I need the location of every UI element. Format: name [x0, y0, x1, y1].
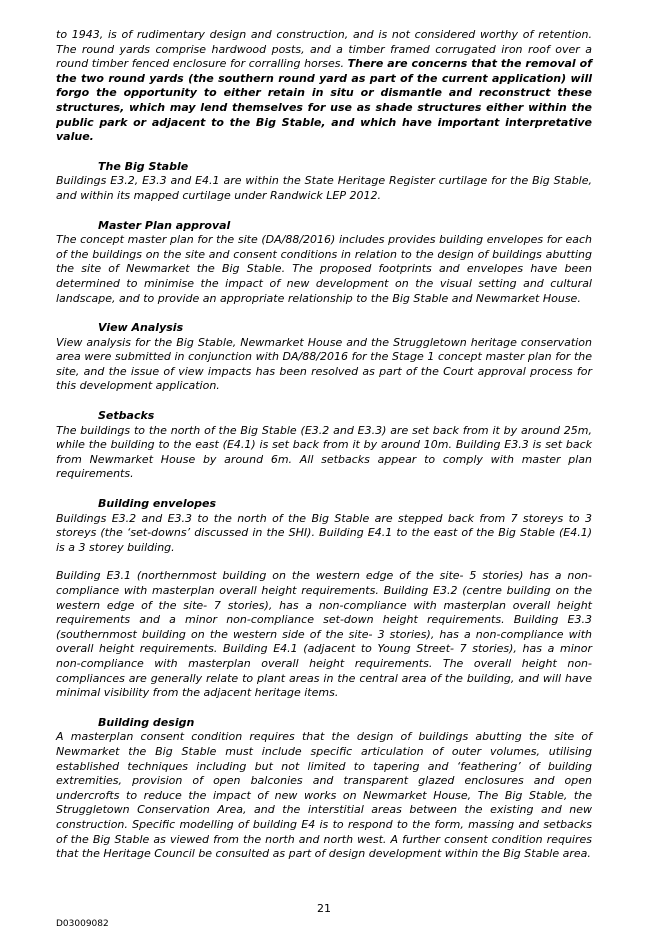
document-id: D03009082 — [56, 919, 109, 929]
heading-big-stable: The Big Stable — [98, 159, 189, 173]
paragraph-master-plan: The concept master plan for the site (DA/88/2016) includes provides building envelopes for each of the buildings on the site and consent conditions in relation to the design of buildings abutting the site of Newmarket the Big Stable. The proposed footprints and envelopes have been determined to minimise the impact of new development on the visual setting and cultural landscape, and to provide an appropriate relationship to the Big Stable and Newmarket House. — [56, 233, 592, 305]
paragraph-view-analysis: View analysis for the Big Stable, Newmarket House and the Struggletown heritage conservation area were submitted in conjunction with DA/88/2016 for the Stage 1 concept master plan for the site, and the issue of view impacts has been resolved as part of the Court approval process for this development application. — [56, 335, 592, 393]
intro-text: to 1943, is of rudimentary design and construction, and is not considered worthy of retention. The round yards comprise hardwood posts, and a timber framed corrugated iron roof over a round timber fenced enclosure for corralling horses. — [56, 28, 592, 71]
heading-building-design: Building design — [98, 715, 195, 729]
heading-master-plan: Master Plan approval — [98, 218, 231, 232]
page-number: 21 — [317, 902, 331, 915]
heading-setbacks: Setbacks — [98, 409, 155, 423]
heading-view-analysis: View Analysis — [98, 321, 184, 335]
paragraph-building-envelopes-2: Building E3.1 (northernmost building on the western edge of the site- 5 stories) has a non-compliance with masterplan overall height requirements. Building E3.2 (centre building on the western edge of the site- 7 stories), has a non-compliance with masterplan overall height requirements and a minor non-compliance set-down height requirements. Building E3.3 (southernmost building on the western side of the site- 3 stories), has a non-compliance with overall height requirements. Building E4.1 (adjacent to Young Street- 7 stories), has a minor non-compliance with masterplan overall height requirements. The overall height non-compliances are generally relate to plant areas in the central area of the building, and will have minimal visibility from the adjacent heritage items. — [56, 569, 592, 700]
paragraph-setbacks: The buildings to the north of the Big Stable (E3.2 and E3.3) are set back from it by around 25m, while the building to the east (E4.1) is set back from it by around 10m. Building E3.3 is set back from Newmarket House by around 6m. All setbacks appear to comply with master plan requirements. — [56, 423, 592, 481]
intro-bold-text: There are concerns that the removal of the two round yards (the southern round yard as part of the current application) will forgo the opportunity to either retain in situ or dismantle and reconstruct these structures, which may lend themselves for use as shade structures either within the public park or adjacent to the Big Stable, and which have important interpretative value. — [56, 57, 592, 144]
paragraph-building-envelopes-1: Buildings E3.2 and E3.3 to the north of the Big Stable are stepped back from 7 storeys to 3 storeys (the ‘set-downs’ discussed in the SHI). Building E4.1 to the east of the Big Stable (E4.1) is a 3 storey building. — [56, 511, 592, 554]
paragraph-big-stable: Buildings E3.2, E3.3 and E4.1 are within the State Heritage Register curtilage for the Big Stable, and within its mapped curtilage under Randwick LEP 2012. — [56, 174, 592, 202]
intro-paragraph — [56, 28, 592, 145]
paragraph-building-design: A masterplan consent condition requires that the design of buildings abutting the site of Newmarket the Big Stable must include specific articulation of outer volumes, utilising established techniques including but not limited to tapering and ‘feathering’ of building extremities, provision of open balconies and transparent glazed enclosures and open undercrofts to reduce the impact of new works on Newmarket House, The Big Stable, the Struggletown Conservation Area, and the interstitial areas between the existing and new construction. Specific modelling of building E4 is to respond to the form, massing and setbacks of the Big Stable as viewed from the north and north west. A further consent condition requires that the Heritage Council be consulted as part of design development within the Big Stable area. — [56, 730, 592, 861]
document-body — [56, 28, 592, 862]
heading-building-envelopes: Building envelopes — [98, 497, 217, 511]
